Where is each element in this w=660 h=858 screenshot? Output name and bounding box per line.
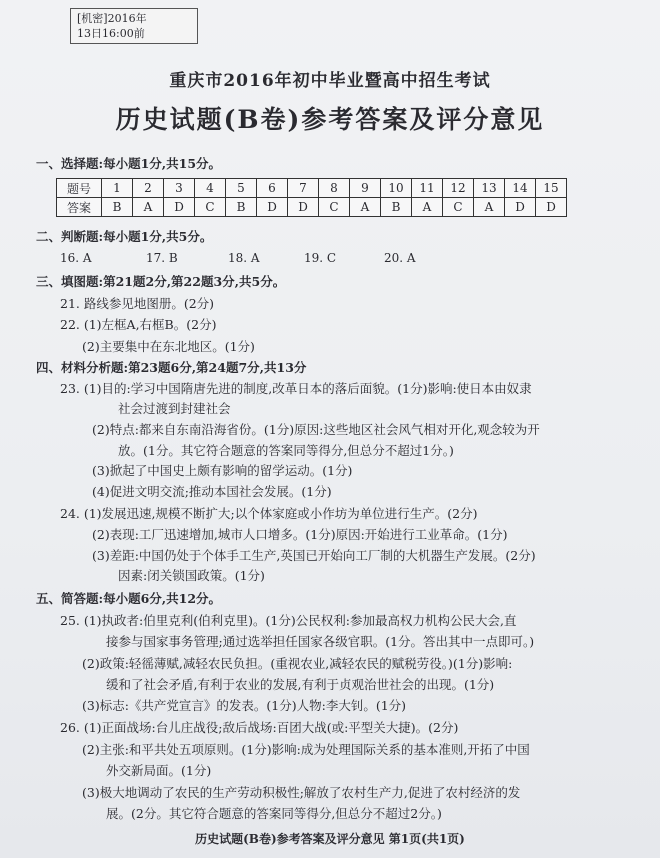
q26-1-answer: 26. (1)正面战场:台儿庄战役;敌后战场:百团大战(或:平型关大捷)。(2分) — [60, 720, 459, 735]
table-cell: C — [319, 198, 350, 217]
q23-3-answer: (3)掀起了中国史上颇有影响的留学运动。(1分) — [92, 463, 353, 478]
section-5-heading: 五、简答题:每小题6分,共12分。 — [36, 591, 222, 606]
table-cell: 10 — [381, 179, 412, 198]
section-2-heading: 二、判断题:每小题1分,共5分。 — [36, 229, 213, 244]
question-number-row — [57, 179, 567, 198]
table-cell: D — [164, 198, 195, 217]
table-cell: 3 — [164, 179, 195, 198]
table-cell: 9 — [350, 179, 381, 198]
tf-answer: 17. B — [146, 251, 178, 265]
table-cell: 15 — [536, 179, 567, 198]
tf-answer: 20. A — [384, 251, 416, 265]
q26-2-answer: (2)主张:和平共处五项原则。(1分)影响:成为处理国际关系的基本准则,开拓了中国 — [82, 742, 530, 757]
table-cell: B — [381, 198, 412, 217]
row-label-answer: 答案 — [57, 198, 102, 217]
q23-1-answer-cont: 社会过渡到封建社会 — [118, 401, 231, 416]
table-cell: 2 — [133, 179, 164, 198]
row-label-number: 题号 — [57, 179, 102, 198]
q22-1-answer: 22. (1)左框A,右框B。(2分) — [60, 317, 217, 332]
section-1-heading: 一、选择题:每小题1分,共15分。 — [36, 156, 222, 171]
table-cell: A — [474, 198, 505, 217]
q22-2-answer: (2)主要集中在东北地区。(1分) — [82, 339, 255, 354]
table-cell: B — [102, 198, 133, 217]
q25-2-answer-cont: 缓和了社会矛盾,有利于农业的发展,有利于贞观治世社会的出现。(1分) — [106, 677, 495, 692]
q25-3-answer: (3)标志:《共产党宣言》的发表。(1分)人物:李大钊。(1分) — [82, 698, 407, 713]
table-cell: A — [350, 198, 381, 217]
table-cell: 14 — [505, 179, 536, 198]
table-cell: D — [288, 198, 319, 217]
document-title: 历史试题(B卷)参考答案及评分意见 — [115, 105, 545, 134]
table-cell: D — [536, 198, 567, 217]
q24-3-answer-cont: 因素:闭关锁国政策。(1分) — [118, 568, 265, 583]
table-cell: C — [443, 198, 474, 217]
q24-2-answer: (2)表现:工厂迅速增加,城市人口增多。(1分)原因:开始进行工业革命。(1分) — [92, 527, 508, 542]
answer-table — [56, 178, 567, 217]
q23-4-answer: (4)促进文明交流;推动本国社会发展。(1分) — [92, 484, 332, 499]
table-cell: 13 — [474, 179, 505, 198]
tf-answer: 16. A — [60, 251, 92, 265]
tf-answer: 18. A — [228, 251, 260, 265]
section-4-heading: 四、材料分析题:第23题6分,第24题7分,共13分 — [36, 360, 307, 375]
section-3-heading: 三、填图题:第21题2分,第22题3分,共5分。 — [36, 274, 286, 289]
q26-2-answer-cont: 外交新局面。(1分) — [106, 763, 212, 778]
table-cell: 11 — [412, 179, 443, 198]
stamp-line-2: 13日16:00前 — [77, 27, 145, 40]
table-cell: 1 — [102, 179, 133, 198]
table-cell: 7 — [288, 179, 319, 198]
answer-row — [57, 198, 567, 217]
stamp-line-1: [机密]2016年 — [77, 12, 147, 25]
exam-title: 重庆市2016年初中毕业暨高中招生考试 — [169, 71, 491, 91]
table-cell: A — [133, 198, 164, 217]
table-cell: D — [257, 198, 288, 217]
table-cell: B — [226, 198, 257, 217]
table-cell: 8 — [319, 179, 350, 198]
table-cell: 5 — [226, 179, 257, 198]
q23-2-answer: (2)特点:都来自东南沿海省份。(1分)原因:这些地区社会风气相对开化,观念较为开 — [92, 422, 540, 437]
q25-2-answer: (2)政策:轻徭薄赋,减轻农民负担。(重视农业,减轻农民的赋税劳役。)(1分)影响: — [82, 656, 513, 671]
table-cell: C — [195, 198, 226, 217]
q26-3-answer: (3)极大地调动了农民的生产劳动积极性;解放了农村生产力,促进了农村经济的发 — [82, 785, 521, 800]
q24-3-answer: (3)差距:中国仍处于个体手工生产,英国已开始向工厂制的大机器生产发展。(2分) — [92, 548, 536, 563]
table-cell: A — [412, 198, 443, 217]
table-cell: 4 — [195, 179, 226, 198]
table-cell: 12 — [443, 179, 474, 198]
q26-3-answer-cont: 展。(2分。其它符合题意的答案同等得分,但总分不超过2分。) — [106, 806, 442, 821]
confidential-stamp — [70, 8, 198, 44]
q25-1-answer-cont: 接参与国家事务管理;通过选举担任国家各级官职。(1分。答出其中一点即可。) — [106, 634, 535, 649]
table-cell: D — [505, 198, 536, 217]
q23-1-answer: 23. (1)目的:学习中国隋唐先进的制度,改革日本的落后面貌。(1分)影响:使日本由奴隶 — [60, 381, 532, 396]
q24-1-answer: 24. (1)发展迅速,规模不断扩大;以个体家庭或小作坊为单位进行生产。(2分) — [60, 506, 478, 521]
q25-1-answer: 25. (1)执政者:伯里克利(伯利克里)。(1分)公民权利:参加最高权力机构公民大会,直 — [60, 613, 517, 628]
table-cell: 6 — [257, 179, 288, 198]
page-footer: 历史试题(B卷)参考答案及评分意见 第1页(共1页) — [195, 832, 465, 846]
tf-answer: 19. C — [304, 251, 337, 265]
q21-answer: 21. 路线参见地图册。(2分) — [60, 296, 215, 311]
q23-2-answer-cont: 放。(1分。其它符合题意的答案同等得分,但总分不超过1分。) — [118, 443, 454, 458]
